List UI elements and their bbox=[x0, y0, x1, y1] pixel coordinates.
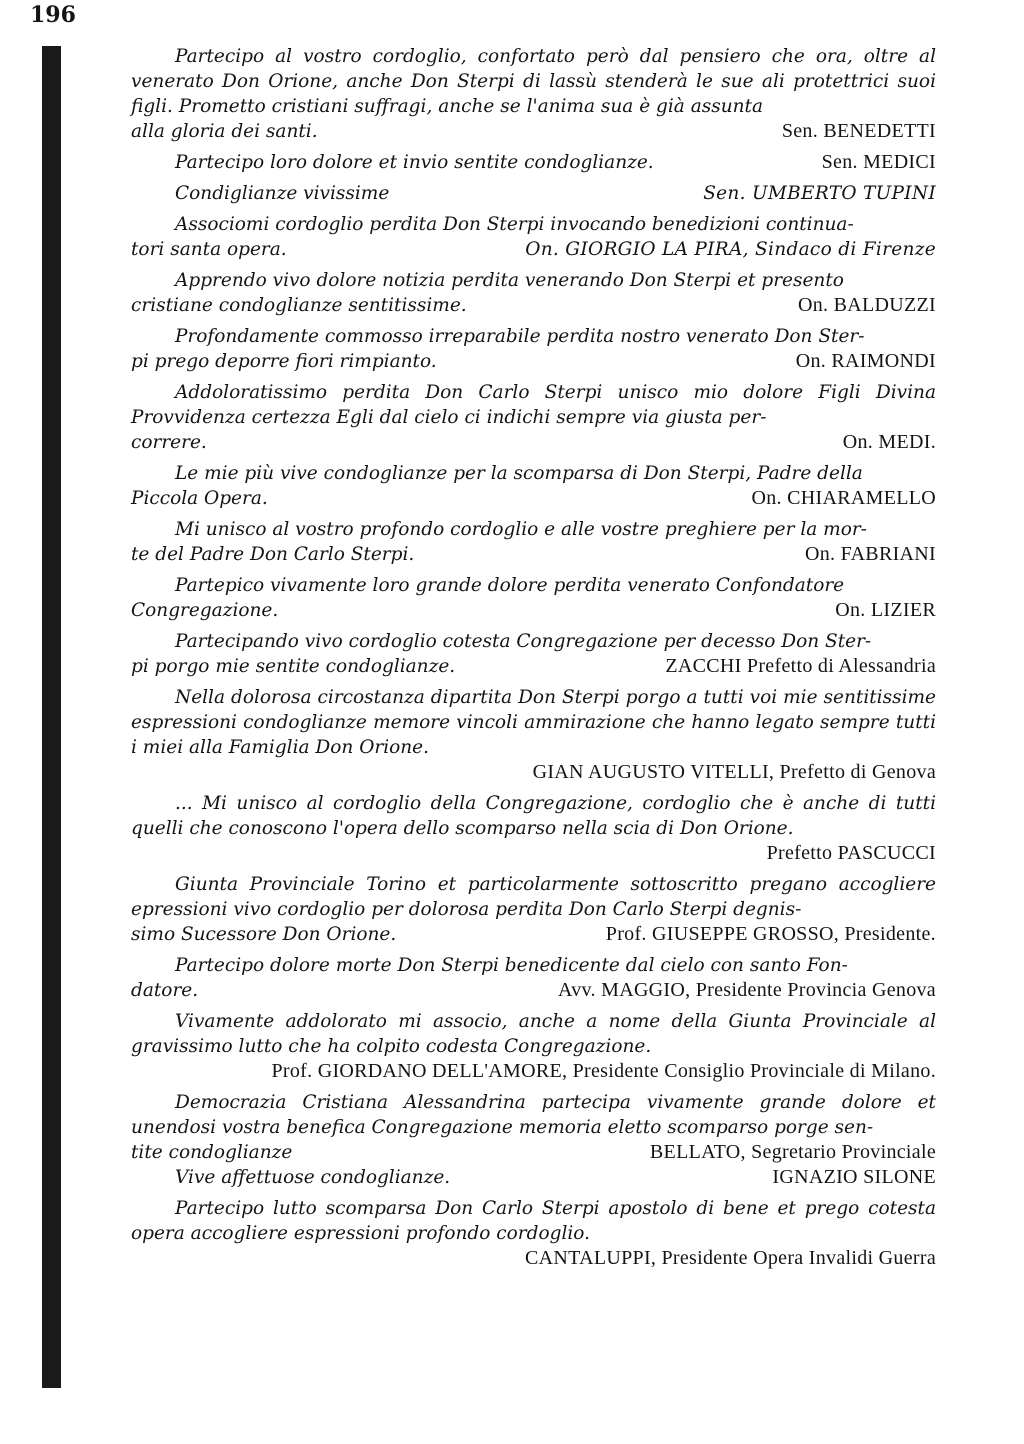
signature: GIAN AUGUSTO VITELLI, Prefetto di Genova bbox=[532, 761, 936, 783]
message-body: Democrazia Cristiana Alessandrina partecipa vivamente grande dolore et unendosi vostra benefica Congregazione memoria eletto scomparso porge sen- bbox=[131, 1092, 936, 1138]
message-body: Le mie più vive condoglianze per la scomparsa di Don Sterpi, Padre della bbox=[175, 463, 863, 484]
message-body: Partecipo loro dolore et invio sentite condoglianze. bbox=[175, 152, 654, 173]
signature: CANTALUPPI, Presidente Opera Invalidi Guerra bbox=[525, 1247, 936, 1269]
message-tail-row bbox=[131, 598, 936, 623]
message-body: Associomi cordoglio perdita Don Sterpi invocando benedizioni continua- bbox=[175, 214, 854, 235]
signature: Prof. GIUSEPPE GROSSO, Presidente. bbox=[605, 923, 936, 945]
message-tail: datore. bbox=[131, 980, 199, 1001]
message-tail: pi porgo mie sentite condoglianze. bbox=[131, 656, 456, 677]
message-entry bbox=[131, 380, 936, 455]
message-body: Partecipo lutto scomparsa Don Carlo Sterpi apostolo di bene et prego cotesta opera accogliere espressioni profondo cordoglio. bbox=[131, 1198, 936, 1244]
signature: BELLATO, Segretario Provinciale bbox=[649, 1141, 936, 1163]
message-tail-row bbox=[131, 486, 936, 511]
signature: Prefetto PASCUCCI bbox=[766, 842, 936, 864]
message-tail-row bbox=[131, 119, 936, 144]
message-body: Partepico vivamente loro grande dolore perdita venerato Confondatore bbox=[175, 575, 845, 596]
message-tail: Piccola Opera. bbox=[131, 488, 268, 509]
message-tail-row bbox=[131, 349, 936, 374]
signature: Sen. UMBERTO TUPINI bbox=[703, 183, 936, 204]
signature: On. GIORGIO LA PIRA, Sindaco di Firenze bbox=[525, 239, 936, 260]
telegram-list bbox=[131, 44, 936, 1277]
message-entry bbox=[131, 461, 936, 511]
message-entry bbox=[131, 1090, 936, 1165]
message-body: Partecipando vivo cordoglio cotesta Congregazione per decesso Don Ster- bbox=[175, 631, 872, 652]
message-body: Addoloratissimo perdita Don Carlo Sterpi unisco mio dolore Figli Divina Provvidenza certezza Egli dal cielo ci indichi sempre via giusta per- bbox=[131, 382, 936, 428]
message-entry bbox=[131, 150, 936, 175]
message-body: Apprendo vivo dolore notizia perdita venerando Don Sterpi et presento bbox=[175, 270, 844, 291]
message-entry bbox=[131, 953, 936, 1003]
message-body: ... Mi unisco al cordoglio della Congregazione, cordoglio che è anche di tutti quelli che conoscono l'opera dello scomparso nella scia di Don Orione. bbox=[131, 793, 936, 839]
message-tail: Congregazione. bbox=[131, 600, 279, 621]
message-body: Nella dolorosa circostanza dipartita Don Sterpi porgo a tutti voi mie sentitissime espressioni condoglianze memore vincoli ammirazione che hanno legato sempre tutti i miei alla Famiglia Don Orione. bbox=[131, 687, 936, 758]
message-tail: correre. bbox=[131, 432, 207, 453]
signature: On. RAIMONDI bbox=[795, 350, 936, 372]
message-tail-row bbox=[131, 654, 936, 679]
message-tail-row bbox=[131, 237, 936, 262]
message-tail: cristiane condoglianze sentitissime. bbox=[131, 295, 467, 316]
binding-edge-shadow bbox=[42, 46, 61, 1388]
message-tail: tori santa opera. bbox=[131, 239, 287, 260]
message-body: Condiglianze vivissime bbox=[175, 183, 390, 204]
message-entry bbox=[131, 44, 936, 144]
message-entry bbox=[131, 629, 936, 679]
message-tail-row bbox=[131, 430, 936, 455]
message-body: Partecipo al vostro cordoglio, confortato però dal pensiero che ora, oltre al venerato Don Orione, anche Don Sterpi di lassù stenderà le sue ali protettrici suoi figli. Prometto cristiani suffragi, anche se l'anima sua è già assunta bbox=[131, 46, 936, 117]
signature: Sen. BENEDETTI bbox=[781, 120, 936, 142]
message-body: Partecipo dolore morte Don Sterpi benedicente dal cielo con santo Fon- bbox=[175, 955, 848, 976]
message-entry bbox=[131, 791, 936, 866]
message-body: Vivamente addolorato mi associo, anche a nome della Giunta Provinciale al gravissimo lutto che ha colpito codesta Congregazione. bbox=[131, 1011, 936, 1057]
signature: Sen. MEDICI bbox=[821, 151, 936, 173]
message-entry bbox=[131, 268, 936, 318]
signature: On. MEDI. bbox=[842, 431, 936, 453]
signature: On. LIZIER bbox=[835, 599, 936, 621]
message-tail-row bbox=[131, 293, 936, 318]
message-body: Giunta Provinciale Torino et particolarmente sottoscritto pregano accogliere epressioni vivo cordoglio per dolorosa perdita Don Carlo Sterpi degnis- bbox=[131, 874, 936, 920]
message-body: Profondamente commosso irreparabile perdita nostro venerato Don Ster- bbox=[175, 326, 865, 347]
message-entry bbox=[131, 324, 936, 374]
message-tail: tite condoglianze bbox=[131, 1142, 293, 1163]
message-tail-row bbox=[131, 542, 936, 567]
message-tail-row bbox=[131, 1140, 936, 1165]
message-tail-row bbox=[131, 978, 936, 1003]
signature: ZACCHI Prefetto di Alessandria bbox=[665, 655, 936, 677]
message-tail-row bbox=[131, 922, 936, 947]
message-tail: simo Sucessore Don Orione. bbox=[131, 924, 397, 945]
message-entry bbox=[131, 685, 936, 785]
signature: Prof. GIORDANO DELL'AMORE, Presidente Consiglio Provinciale di Milano. bbox=[271, 1060, 936, 1082]
signature: Avv. MAGGIO, Presidente Provincia Genova bbox=[557, 979, 936, 1001]
signature: On. BALDUZZI bbox=[797, 294, 936, 316]
message-body: Mi unisco al vostro profondo cordoglio e alle vostre preghiere per la mor- bbox=[175, 519, 867, 540]
signature: On. CHIARAMELLO bbox=[751, 487, 936, 509]
page-number: 196 bbox=[30, 2, 76, 28]
message-entry bbox=[131, 212, 936, 262]
message-entry bbox=[131, 181, 936, 206]
message-entry bbox=[131, 517, 936, 567]
message-entry bbox=[131, 1165, 936, 1190]
message-body: Vive affettuose condoglianze. bbox=[175, 1167, 451, 1188]
signature: IGNAZIO SILONE bbox=[772, 1166, 936, 1188]
message-entry bbox=[131, 1009, 936, 1084]
message-entry bbox=[131, 573, 936, 623]
message-tail: te del Padre Don Carlo Sterpi. bbox=[131, 544, 415, 565]
signature: On. FABRIANI bbox=[804, 543, 936, 565]
message-entry bbox=[131, 872, 936, 947]
message-tail: alla gloria dei santi. bbox=[131, 121, 318, 142]
message-tail: pi prego deporre fiori rimpianto. bbox=[131, 351, 437, 372]
message-entry bbox=[131, 1196, 936, 1271]
